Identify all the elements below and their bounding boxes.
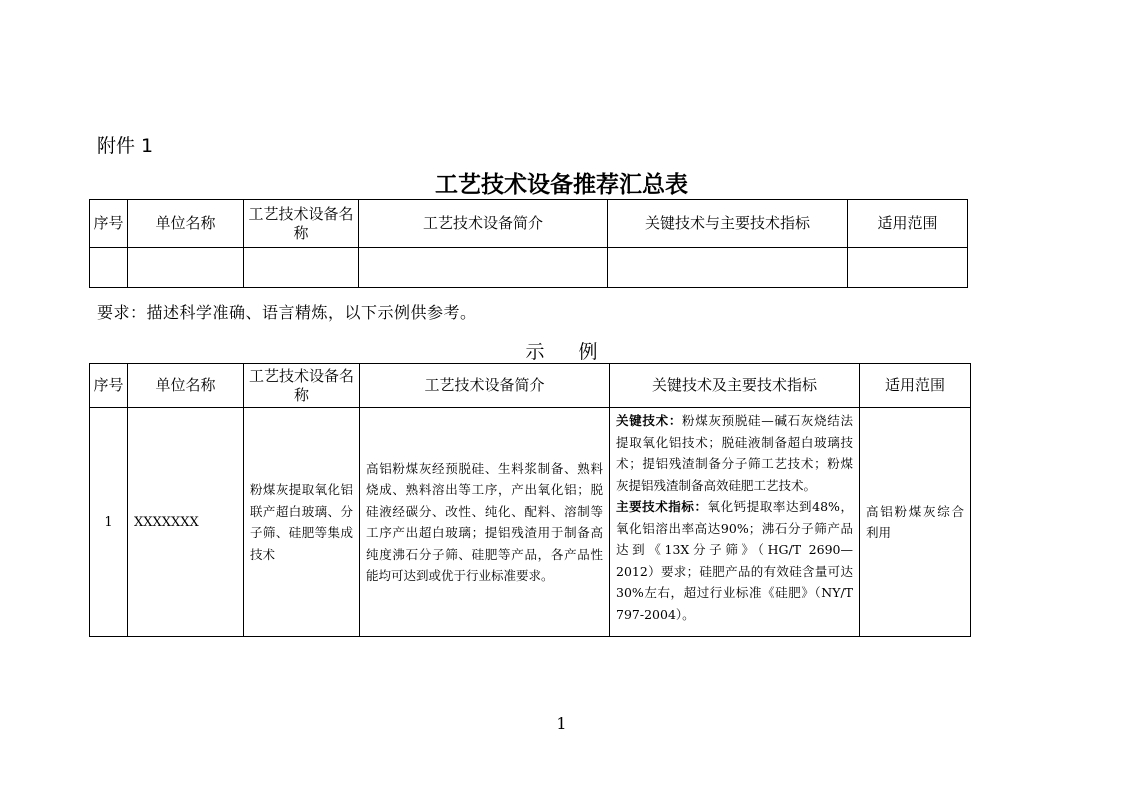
summary-table (89, 199, 968, 288)
row-key-tech (610, 408, 860, 637)
row-unit-name: XXXXXXX (128, 408, 244, 637)
table-row (90, 408, 971, 637)
header-scope: 适用范围 (848, 200, 968, 248)
header-unit-name: 单位名称 (128, 364, 244, 408)
empty-cell[interactable] (359, 248, 608, 288)
empty-cell[interactable] (608, 248, 848, 288)
header-equipment-intro: 工艺技术设备简介 (360, 364, 610, 408)
header-key-tech: 关键技术及主要技术指标 (610, 364, 860, 408)
example-heading: 示例 (525, 341, 632, 363)
header-unit-name: 单位名称 (128, 200, 244, 248)
document-title: 工艺技术设备推荐汇总表 (435, 171, 688, 198)
page-number: 1 (556, 714, 567, 733)
row-seq: 1 (90, 408, 128, 637)
empty-cell[interactable] (90, 248, 128, 288)
row-equipment-name: 粉煤灰提取氧化铝联产超白玻璃、分子筛、硅肥等集成技术 (244, 408, 360, 637)
header-equipment-name: 工艺技术设备名称 (244, 364, 360, 408)
example-table-header-row (90, 364, 971, 408)
example-table (89, 363, 971, 637)
header-seq: 序号 (90, 200, 128, 248)
tech-index-label: 主要技术指标： (616, 499, 708, 514)
row-scope: 高铝粉煤灰综合利用 (860, 408, 971, 637)
key-tech-text: 粉煤灰预脱硅—碱石灰烧结法提取氧化铝技术；脱硅液制备超白玻璃技术；提铝残渣制备分子筛工艺技术；粉煤灰提铝残渣制备高效硅肥工艺技术。 (616, 413, 853, 493)
row-equipment-intro: 高铝粉煤灰经预脱硅、生料浆制备、熟料烧成、熟料溶出等工序，产出氧化铝；脱硅液经碳分、改性、纯化、配料、溶制等工序产出超白玻璃；提铝残渣用于制备高纯度沸石分子筛、硅肥等产品，各产品性能均可达到或优于行业标准要求。 (360, 408, 610, 637)
header-seq: 序号 (90, 364, 128, 408)
header-key-tech: 关键技术与主要技术指标 (608, 200, 848, 248)
header-equipment-name: 工艺技术设备名称 (244, 200, 359, 248)
tech-index-text: 氧化钙提取率达到48%，氧化铝溶出率高达90%；沸石分子筛产品达到《13X分子筛》（HG/T 2690—2012）要求；硅肥产品的有效硅含量可达30%左右，超过行业标准《硅肥》（NY/T 797-2004）。 (616, 499, 853, 622)
empty-cell[interactable] (244, 248, 359, 288)
summary-table-header-row (90, 200, 968, 248)
header-equipment-intro: 工艺技术设备简介 (359, 200, 608, 248)
summary-table-empty-row (90, 248, 968, 288)
key-tech-label: 关键技术： (616, 413, 683, 428)
empty-cell[interactable] (128, 248, 244, 288)
requirement-note: 要求：描述科学准确、语言精炼，以下示例供参考。 (97, 303, 477, 322)
empty-cell[interactable] (848, 248, 968, 288)
attachment-label: 附件 1 (97, 135, 154, 157)
header-scope: 适用范围 (860, 364, 971, 408)
